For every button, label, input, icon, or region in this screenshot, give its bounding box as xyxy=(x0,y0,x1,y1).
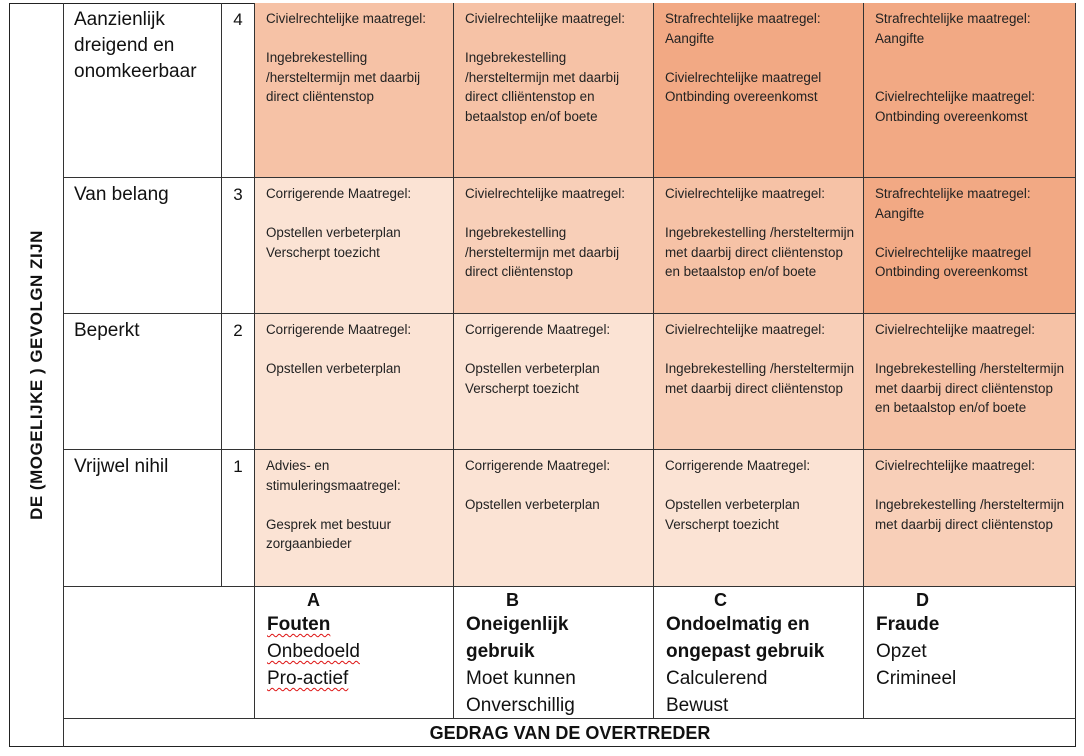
measure-text: Civielrechtelijke maatregel: Ingebrekestelling /hersteltermijn met daarbij direct cliëntenstop xyxy=(266,11,427,104)
row-number-2 xyxy=(222,314,255,450)
cell-4-B xyxy=(454,3,654,178)
row-label-3 xyxy=(64,178,222,314)
measure-text: Advies- en stimuleringsmaatregel: Gesprek met bestuur zorgaanbieder xyxy=(266,458,401,551)
row-number-1 xyxy=(222,450,255,587)
column-line: Pro-actief xyxy=(267,668,349,689)
cell-2-B xyxy=(454,314,654,450)
behaviour-column-A xyxy=(255,587,454,718)
cell-1-D xyxy=(864,450,1076,587)
column-line: Opzet xyxy=(876,641,927,662)
severity-number: 1 xyxy=(233,457,243,476)
cell-3-B xyxy=(454,178,654,314)
row-number-4 xyxy=(222,3,255,178)
horizontal-axis-label: GEDRAG VAN DE OVERTREDER xyxy=(64,718,1076,747)
measure-text: Strafrechtelijke maatregel: Aangifte Civielrechtelijke maatregel Ontbinding overeenkomst xyxy=(875,186,1032,279)
vertical-axis-label xyxy=(10,3,64,747)
column-line: Crimineel xyxy=(876,668,957,689)
severity-label: Beperkt xyxy=(74,320,140,341)
cell-1-A xyxy=(255,450,454,587)
cell-3-C xyxy=(654,178,864,314)
column-letter: A xyxy=(307,590,320,610)
severity-label: Van belang xyxy=(74,184,169,205)
severity-label: Aanzienlijk dreigend en onomkeerbaar xyxy=(74,9,197,82)
column-name: Fouten xyxy=(267,614,331,635)
behaviour-column-C xyxy=(654,587,864,718)
column-line: Onbedoeld xyxy=(267,641,360,662)
cell-2-D xyxy=(864,314,1076,450)
measure-text: Strafrechtelijke maatregel: Aangifte Civielrechtelijke maatregel: Ontbinding overeenkomst xyxy=(875,11,1036,124)
row-label-4 xyxy=(64,3,222,178)
measure-text: Civielrechtelijke maatregel: Ingebrekestelling /hersteltermijn met daarbij direct cliëntenstop xyxy=(665,322,855,396)
vertical-axis-text: DE (MOGELIJKE ) GEVOLGN ZIJN xyxy=(26,230,46,520)
measure-text: Civielrechtelijke maatregel: Ingebrekestelling /hersteltermijn met daarbij direct cliëntenstop xyxy=(875,458,1065,532)
column-line: Bewust xyxy=(666,695,729,716)
cell-1-C xyxy=(654,450,864,587)
column-line: Calculerend xyxy=(666,668,768,689)
measure-text: Corrigerende Maatregel: Opstellen verbeterplan xyxy=(465,458,611,512)
severity-number: 2 xyxy=(233,321,243,340)
behaviour-column-D xyxy=(864,587,1076,718)
column-letter: C xyxy=(714,590,727,610)
measure-text: Civielrechtelijke maatregel: Ingebrekestelling /hersteltermijn met daarbij direct cliëntenstop xyxy=(465,186,626,279)
measure-text: Corrigerende Maatregel: Opstellen verbeterplan Verscherpt toezicht xyxy=(465,322,611,396)
row-label-2 xyxy=(64,314,222,450)
column-line: Moet kunnen xyxy=(466,668,576,689)
cell-4-D xyxy=(864,3,1076,178)
measure-text: Civielrechtelijke maatregel: Ingebrekestelling /hersteltermijn met daarbij direct cliëntenstop en betaalstop en/of boete xyxy=(665,186,855,279)
cell-1-B xyxy=(454,450,654,587)
column-letter: D xyxy=(916,590,929,610)
cell-4-C xyxy=(654,3,864,178)
measure-text: Corrigerende Maatregel: Opstellen verbeterplan Verscherpt toezicht xyxy=(665,458,811,532)
behaviour-blank xyxy=(64,587,255,718)
measure-text: Corrigerende Maatregel: Opstellen verbeterplan Verscherpt toezicht xyxy=(266,186,412,260)
behaviour-column-B xyxy=(454,587,654,718)
measure-text: Corrigerende Maatregel: Opstellen verbeterplan xyxy=(266,322,412,376)
severity-label: Vrijwel nihil xyxy=(74,456,169,477)
row-label-1 xyxy=(64,450,222,587)
column-name: Oneigenlijk gebruik xyxy=(466,614,569,662)
cell-3-A xyxy=(255,178,454,314)
measure-text: Civielrechtelijke maatregel: Ingebrekestelling /hersteltermijn met daarbij direct clliëntenstop en betaalstop en/of boete xyxy=(465,11,626,124)
measure-text: Civielrechtelijke maatregel: Ingebrekestelling /hersteltermijn met daarbij direct cliëntenstop en betaalstop en/of boete xyxy=(875,322,1065,415)
cell-3-D xyxy=(864,178,1076,314)
measure-text: Strafrechtelijke maatregel: Aangifte Civielrechtelijke maatregel Ontbinding overeenkomst xyxy=(665,11,822,104)
cell-2-A xyxy=(255,314,454,450)
cell-4-A xyxy=(255,3,454,178)
cell-2-C xyxy=(654,314,864,450)
column-letter: B xyxy=(506,590,519,610)
severity-number: 3 xyxy=(233,185,243,204)
column-name: Ondoelmatig en ongepast gebruik xyxy=(666,614,825,662)
row-number-3 xyxy=(222,178,255,314)
column-line: Onverschillig xyxy=(466,695,575,716)
column-name: Fraude xyxy=(876,614,940,635)
severity-number: 4 xyxy=(233,10,243,29)
